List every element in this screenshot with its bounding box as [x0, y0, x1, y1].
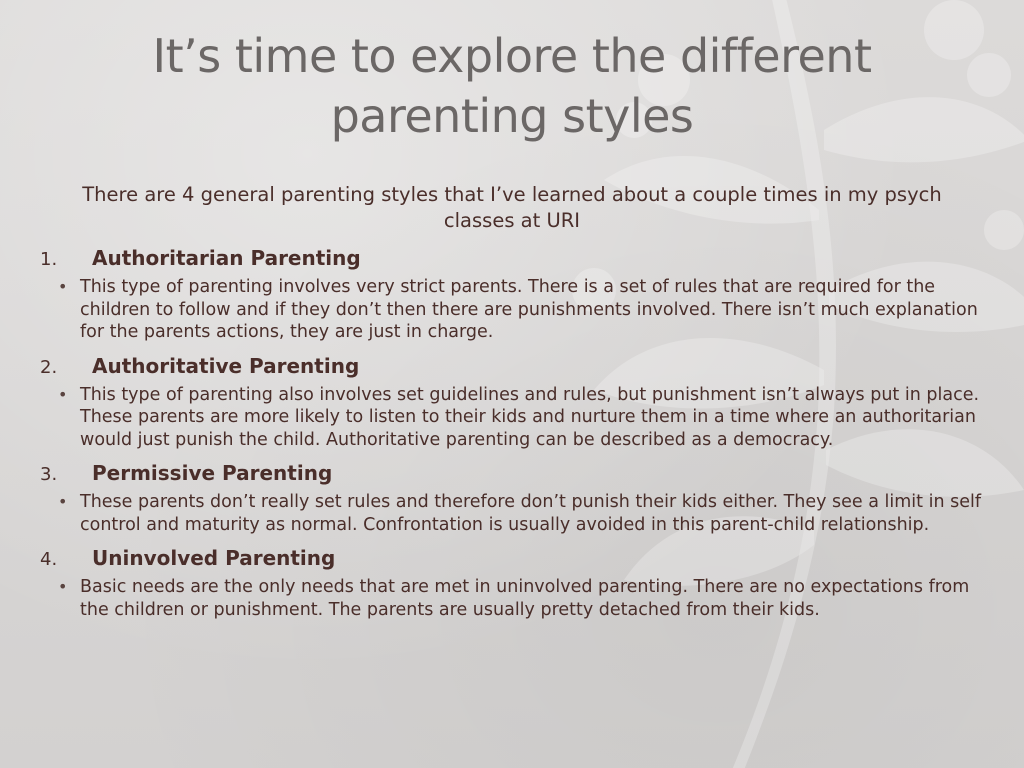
list-item: [40, 457, 990, 536]
bullet-icon: •: [58, 492, 68, 511]
bullet-icon: •: [58, 577, 68, 596]
item-bullet: [40, 276, 990, 344]
slide-subtitle: There are 4 general parenting styles that I’ve learned about a couple times in my psych classes at URI: [82, 183, 942, 232]
list-item: [40, 350, 990, 452]
parenting-styles-list: [40, 240, 990, 627]
item-bullet: [40, 491, 990, 536]
list-item: [40, 242, 990, 344]
item-number: 3.: [40, 464, 58, 485]
item-heading: [40, 457, 990, 491]
item-number: 1.: [40, 249, 58, 270]
item-description: This type of parenting involves very strict parents. There is a set of rules that are required for the children to follow and if they don’t then there are punishments involved. There isn’t much explanation for the parents actions, they are just in charge.: [80, 277, 978, 342]
list-item: [40, 542, 990, 621]
item-title: Authoritative Parenting: [92, 353, 360, 378]
item-bullet: [40, 576, 990, 621]
slide-title: It’s time to explore the different parenting styles: [152, 29, 872, 143]
item-title: Permissive Parenting: [92, 461, 333, 485]
item-title: Uninvolved Parenting: [92, 546, 336, 570]
bullet-icon: •: [58, 277, 68, 296]
item-number: 4.: [40, 549, 58, 570]
item-bullet: [40, 384, 990, 452]
item-description: Basic needs are the only needs that are met in uninvolved parenting. There are no expectations from the children or punishment. The parents are usually pretty detached from their kids.: [80, 577, 970, 620]
item-description: This type of parenting also involves set guidelines and rules, but punishment isn’t always put in place. These parents are more likely to listen to their kids and nurture them in a time where an authoritarian would just punish the child. Authoritative parenting can be described as a democracy.: [80, 384, 980, 450]
item-heading: [40, 542, 990, 576]
item-heading: [40, 350, 990, 384]
item-description: These parents don’t really set rules and therefore don’t punish their kids either. They see a limit in self control and maturity as normal. Confrontation is usually avoided in this parent-child relationship.: [80, 492, 982, 535]
item-heading: [40, 242, 990, 276]
bullet-icon: •: [58, 384, 68, 404]
item-number: 2.: [40, 356, 58, 378]
item-title: Authoritarian Parenting: [92, 246, 361, 270]
